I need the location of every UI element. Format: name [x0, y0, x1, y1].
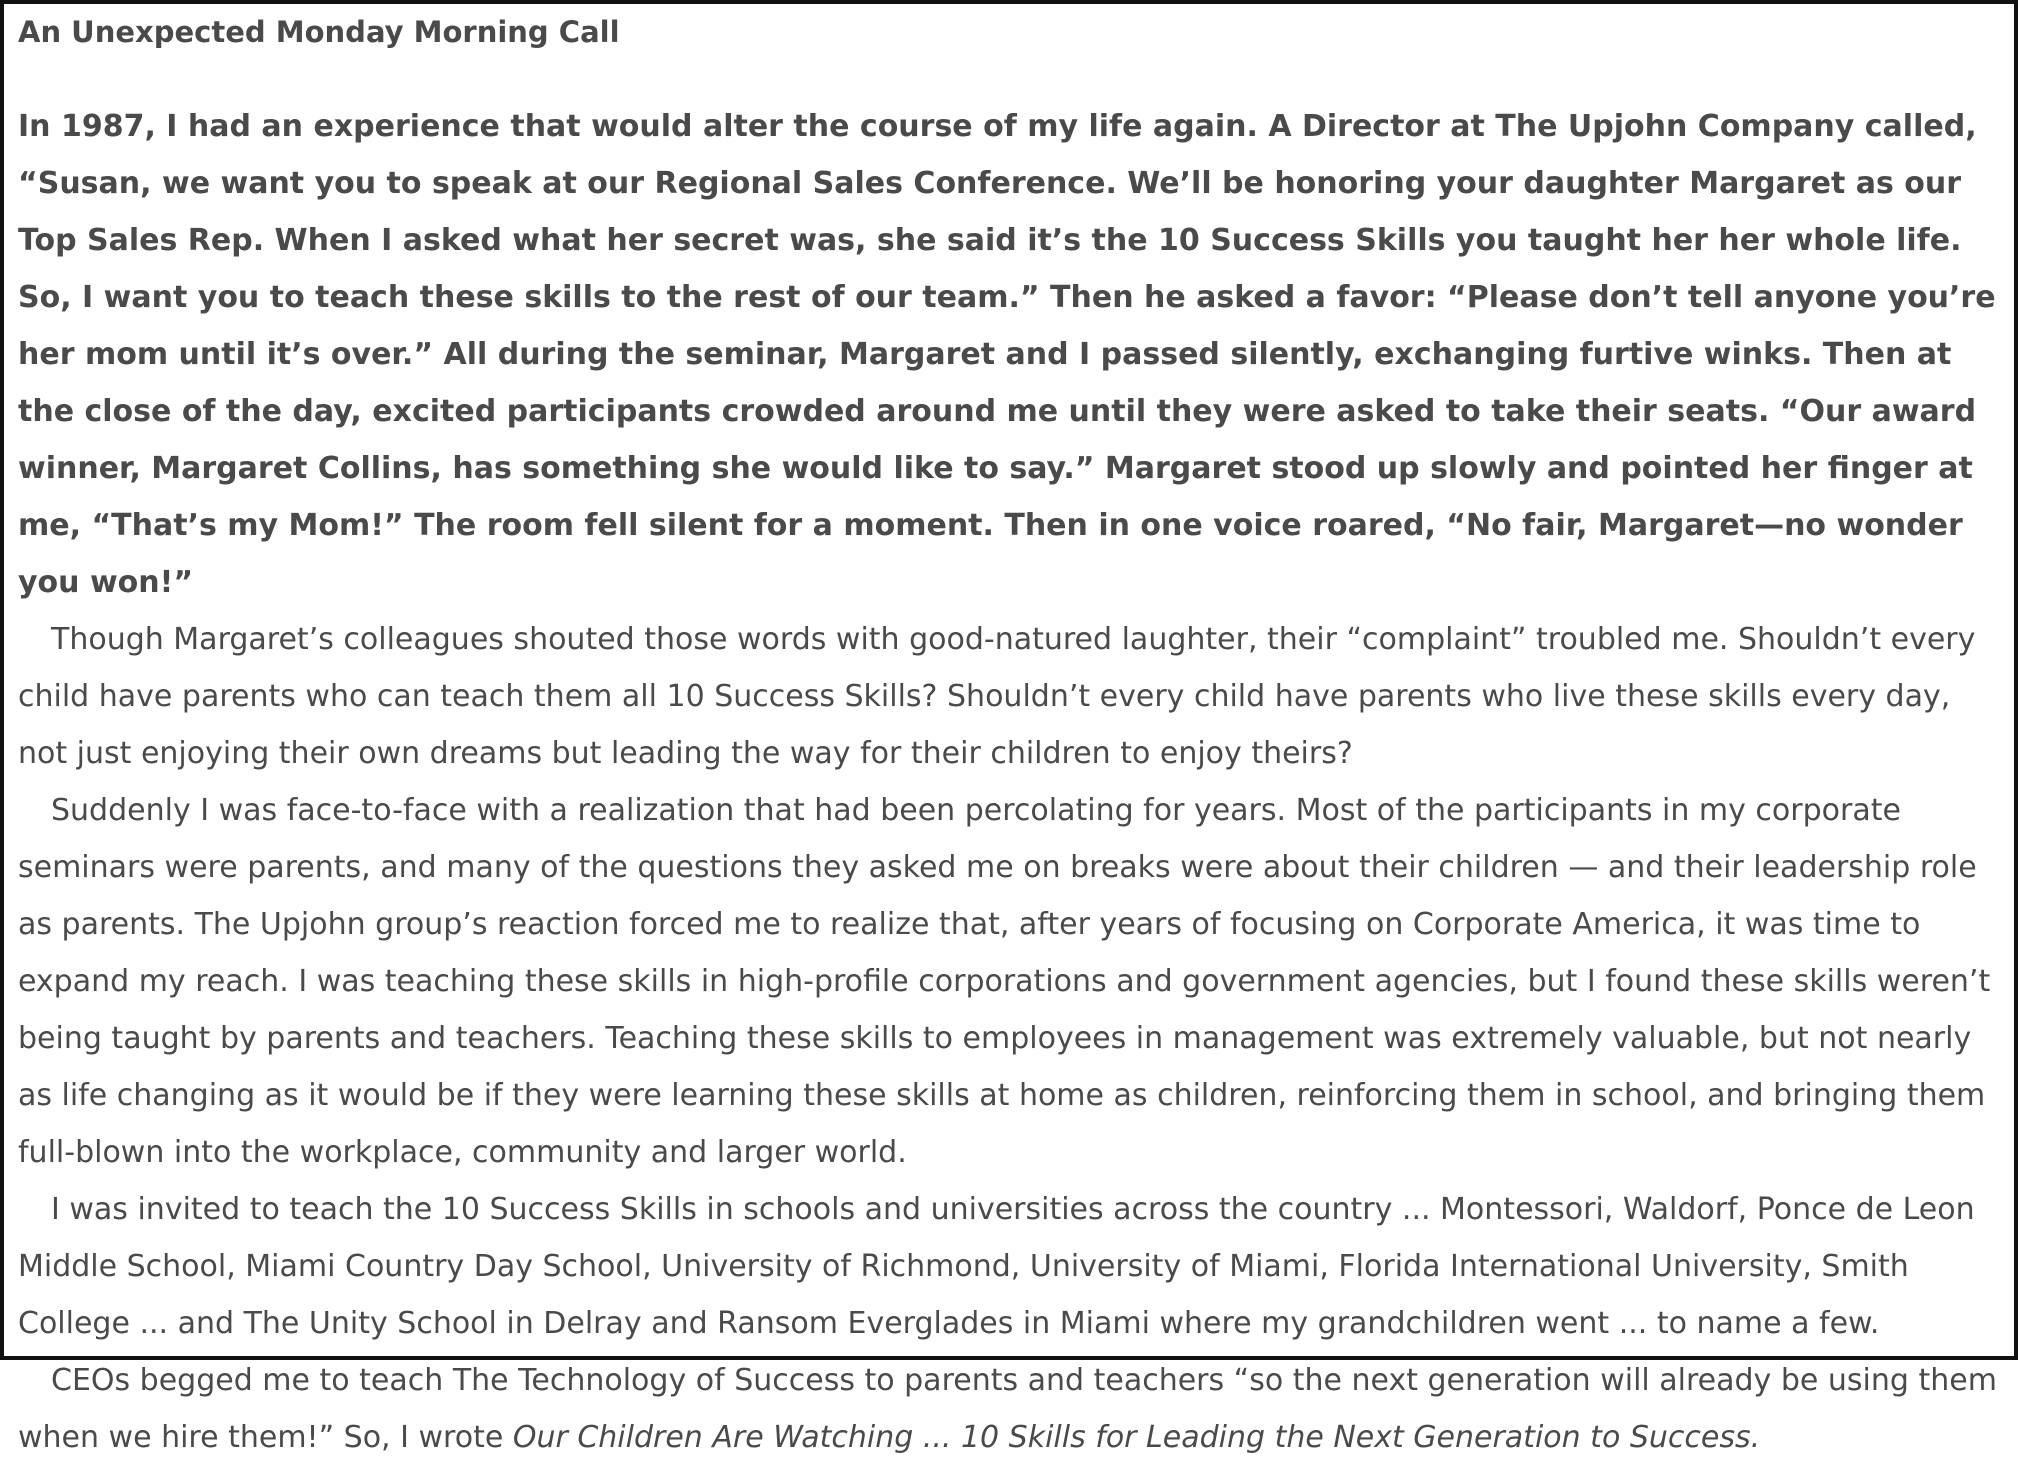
body-paragraph-4	[18, 1352, 2008, 1466]
book-title: Our Children Are Watching ... 10 Skills for Leading the Next Generation to Success.	[512, 1420, 1761, 1455]
paragraph-4-text: CEOs begged me to teach The Technology of Success to parents and teachers “so the next generation will already be using them when we hire them!” So, I wrote	[18, 1363, 1997, 1455]
article-content	[18, 10, 2008, 1466]
body-paragraph-1: Though Margaret’s colleagues shouted those words with good-natured laughter, their “complaint” troubled me. Shouldn’t every child have parents who can teach them all 10 Success Skills? Shouldn’t every child have parents who live these skills every day, not just enjoying their own dreams but leading the way for their children to enjoy theirs?	[18, 622, 1976, 771]
article-heading: An Unexpected Monday Morning Call	[18, 15, 620, 49]
intro-paragraph: In 1987, I had an experience that would alter the course of my life again. A Director at The Upjohn Company called, “Susan, we want you to speak at our Regional Sales Conference. We’ll be honoring your daughter Margaret as our Top Sales Rep. When I asked what her secret was, she said it’s the 10 Success Skills you taught her her whole life. So, I want you to teach these skills to the rest of our team.” Then he asked a favor: “Please don’t tell anyone you’re her mom until it’s over.” All during the seminar, Margaret and I passed silently, exchanging furtive winks. Then at the close of the day, excited participants crowded around me until they were asked to take their seats. “Our award winner, Margaret Collins, has something she would like to say.” Margaret stood up slowly and pointed her finger at me, “That’s my Mom!” The room fell silent for a moment. Then in one voice roared, “No fair, Margaret—no wonder you won!”	[18, 109, 1996, 600]
body-paragraph-3: I was invited to teach the 10 Success Skills in schools and universities across the country ... Montessori, Waldorf, Ponce de Leon Middle School, Miami Country Day School, University of Richmond, University of Miami, Florida International University, Smith College ... and The Unity School in Delray and Ransom Everglades in Miami where my grandchildren went ... to name a few.	[18, 1192, 1975, 1341]
body-paragraph-2: Suddenly I was face-to-face with a realization that had been percolating for years. Most of the participants in my corporate seminars were parents, and many of the questions they asked me on breaks were about their children — and their leadership role as parents. The Upjohn group’s reaction forced me to realize that, after years of focusing on Corporate America, it was time to expand my reach. I was teaching these skills in high-profile corporations and government agencies, but I found these skills weren’t being taught by parents and teachers. Teaching these skills to employees in management was extremely valuable, but not nearly as life changing as it would be if they were learning these skills at home as children, reinforcing them in school, and bringing them full-blown into the workplace, community and larger world.	[18, 793, 1991, 1170]
